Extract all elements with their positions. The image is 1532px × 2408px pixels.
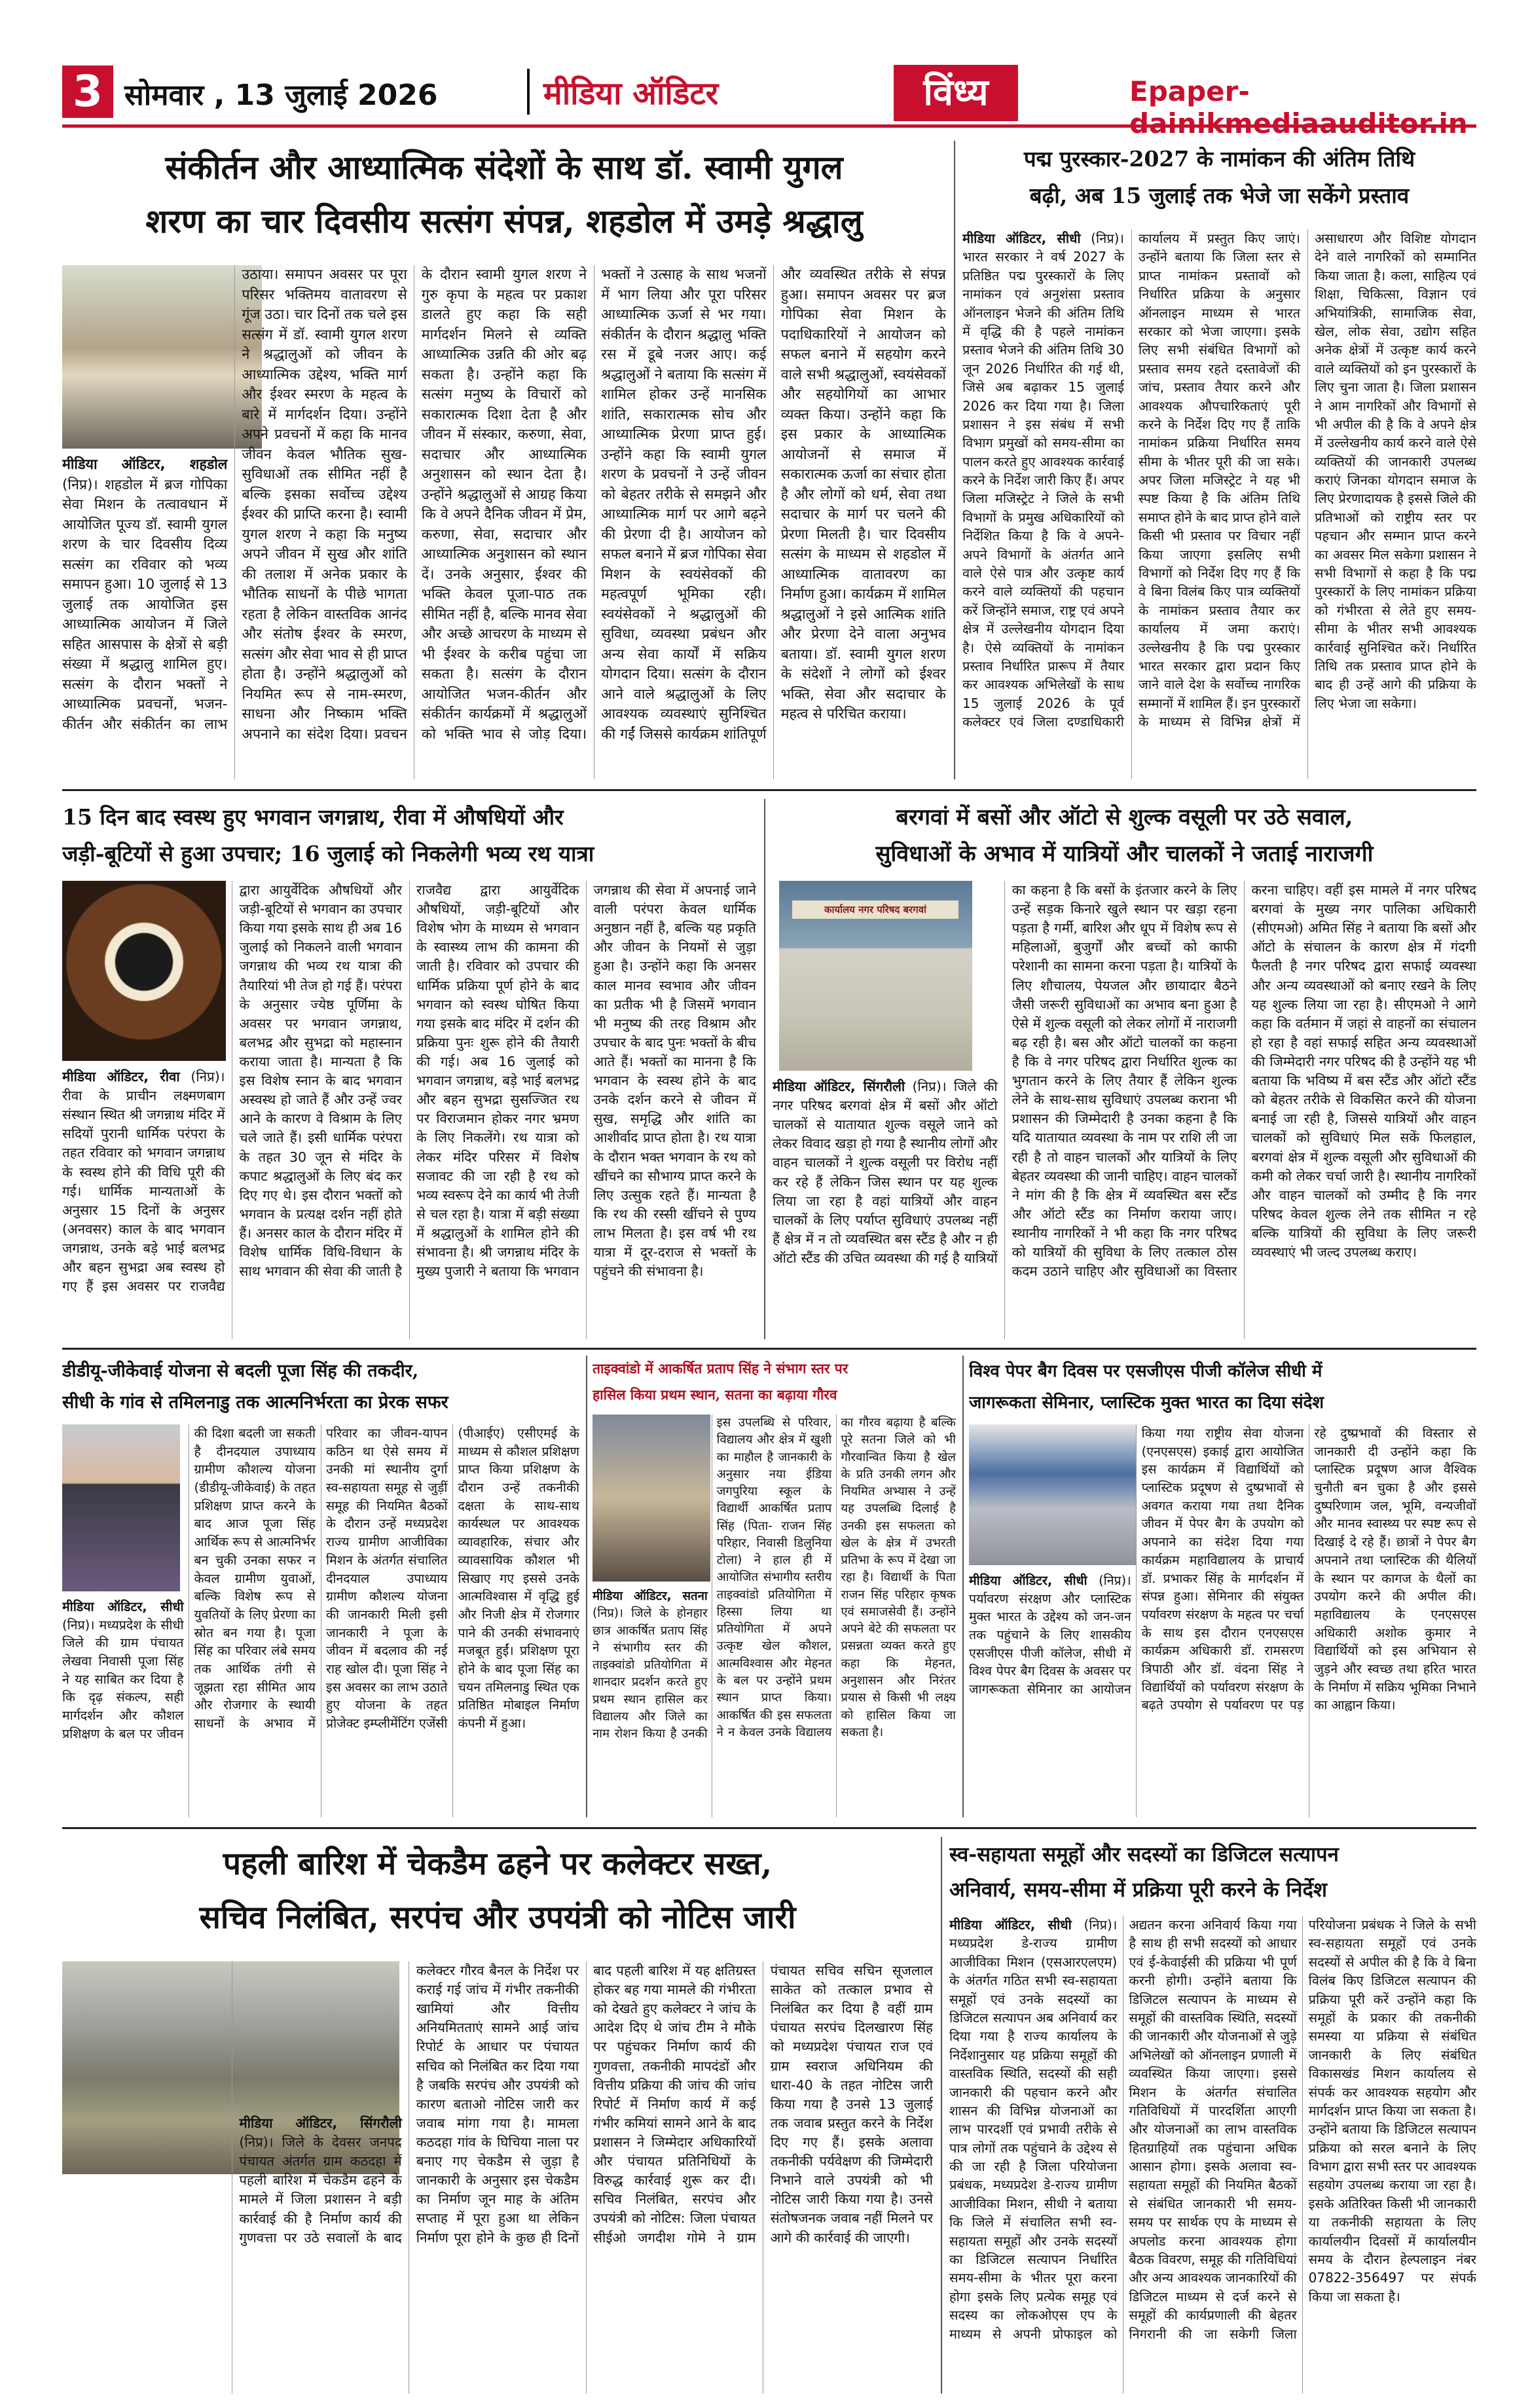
byline: मीडिया ऑडिटर, रीवा — [62, 1069, 180, 1084]
article-body: मीडिया ऑडिटर, रीवा (निप्र)। रीवा के प्राचीन लक्ष्मणबाग संस्थान स्थित श्री जगन्नाथ मंदिर में सदियों पुरानी धार्मिक परंपरा के तहत रविवार को भगवान जगन्नाथ के स्वस्थ होने की विधि पूरी की गई। धार्मिक मान्यताओं के अनुसार 15 दिनों के अनुसर (अनवसर) काल के बाद भगवान जगन्नाथ, उनके बड़े भाई बलभद्र और बहन सुभद्रा अब स्वस्थ हो गए हैं इस अवसर पर राजवैद्य द्वारा आयुर्वेदिक औषधियों और जड़ी-बूटियों से भगवान का उपचार किया गया इसके साथ ही अब 16 जुलाई को निकलने वाली भगवान जगन्नाथ की भव्य रथ यात्रा की तैयारियां भी तेज हो गई हैं। परंपरा के अनुसार ज्येष्ठ पूर्णिमा के अवसर पर भगवान जगन्नाथ, बलभद्र और सुभद्रा को महास्नान कराया जाता है। मान्यता है कि इस विशेष स्नान के बाद भगवान अस्वस्थ हो जाते हैं और उन्हें ज्वर आने के कारण वे विश्राम के लिए चले जाते हैं। इसी धार्मिक परंपरा के तहत 30 जून से मंदिर के कपाट श्रद्धालुओं के लिए बंद कर दिए गए थे। इस दौरान भक्तों को भगवान के प्रत्यक्ष दर्शन नहीं होते हैं। अनसर काल के दौरान मंदिर में विशेष धार्मिक विधि-विधान के साथ भगवान की सेवा की जाती है राजवैद्य द्वारा आयुर्वेदिक औषधियों, जड़ी-बूटियों और विशेष भोग के माध्यम से भगवान के स्वास्थ्य लाभ की कामना की जाती है। रविवार को उपचार की धार्मिक प्रक्रिया पूर्ण होने के बाद भगवान को स्वस्थ घोषित किया गया इसके बाद मंदिर में दर्शन की प्रक्रिया पुनः शुरू होने की तैयारी की गई। अब 16 जुलाई को भगवान जगन्नाथ, बड़े भाई बलभद्र और बहन सुभद्रा सुसज्जित रथ पर विराजमान होकर नगर भ्रमण के लिए निकलेंगे। रथ यात्रा को लेकर मंदिर परिसर में विशेष सजावट की जा रही है रथ को भव्य स्वरूप देने का कार्य भी तेजी से चल रहा है। यात्रा में बड़ी संख्या में श्रद्धालुओं के शामिल होने की संभावना है। श्री जगन्नाथ मंदिर के मुख्य पुजारी ने बताया कि भगवान जगन्नाथ की सेवा में अपनाई जाने वाली परंपरा केवल धार्मिक अनुष्ठान नहीं है, बल्कि यह प्रकृति और जीवन के नियमों से जुड़ा हुआ है। उन्होंने कहा कि अनसर काल मानव स्वभाव और जीवन का प्रतीक भी है जिसमें भगवान भी मनुष्य की तरह विश्राम और उपचार के बाद पुनः भक्तों के बीच आते हैं। भक्तों का मानना है कि भगवान के स्वस्थ होने के बाद उनके दर्शन करने से जीवन में सुख, समृद्धि और शांति का आशीर्वाद प्राप्त होता है। रथ यात्रा के दौरान भक्त भगवान के रथ को खींचने का सौभाग्य प्राप्त करने के लिए उत्सुक रहते हैं। मान्यता है कि रथ की रस्सी खींचने से पुण्य लाभ मिलता है। इस वर्ष भी रथ यात्रा में दूर-दराज से भक्तों के पहुंचने की संभावना है। — [62, 882, 756, 1295]
headline-line-2: बढ़ी, अब 15 जुलाई तक भेजे जा सकेंगे प्रस्ताव — [1029, 183, 1410, 208]
column-divider — [586, 1356, 587, 1817]
article-body: मीडिया ऑडिटर, सीधी (निप्र)। पर्यावरण संरक्षण और प्लास्टिक मुक्त भारत के उद्देश्य को जन-जन तक पहुंचाने के लिए शासकीय एसजीएस पीजी कॉलेज, सीधी में विश्व पेपर बैग दिवस के अवसर पर जागरूकता सेमिनार का आयोजन किया गया राष्ट्रीय सेवा योजना (एनएसएस) इकाई द्वारा आयोजित इस कार्यक्रम में विद्यार्थियों को प्लास्टिक प्रदूषण से दुष्प्रभावों से अवगत कराया गया तथा दैनिक जीवन में पेपर बैग के उपयोग को अपनाने का संदेश दिया गया कार्यक्रम महाविद्यालय के प्राचार्य डॉ. प्रभाकर सिंह के मार्गदर्शन में संपन्न हुआ। सेमिनार की संयुक्त पर्यावरण संरक्षण के महत्व पर चर्चा के साथ इस दौरान एनएसएस कार्यक्रम अधिकारी डॉ. रामसरण त्रिपाठी और डॉ. वंदना सिंह ने विद्यार्थियों को पर्यावरण संरक्षण के बढ़ते उपयोग से पर्यावरण पर पड़ रहे दुष्प्रभावों की विस्तार से जानकारी दी उन्होंने कहा कि प्लास्टिक प्रदूषण आज वैश्विक चुनौती बन चुका है और इससे दुष्परिणाम जल, भूमि, वन्यजीवों और मानव स्वास्थ्य पर स्पष्ट रूप से दिखाई दे रहे हैं। छात्रों ने पेपर बैग अपनाने तथा प्लास्टिक की थैलियों के स्थान पर कागज के थैलों का उपयोग करने की अपील की। महाविद्यालय के एनएसएस अधिकारी अशोक कुमार ने विद्यार्थियों को इस अभियान से जुड़ने और स्वच्छ तथा हरित भारत के निर्माण में सक्रिय भूमिका निभाने का आह्वान किया। — [969, 1426, 1476, 1713]
paper-name: मीडिया ऑडिटर — [543, 75, 719, 112]
column-divider — [954, 141, 955, 779]
article-pooja — [62, 1356, 579, 1817]
article-bus — [773, 799, 1476, 1339]
article-body: मीडिया ऑडिटर, सिंगरौली (निप्र)। जिले के देवसर जनपद पंचायत अंतर्गत ग्राम कठदहा में पहली बारिश में चेकडैम ढहने के मामले में जिला प्रशासन ने बड़ी कार्रवाई की है निर्माण कार्य की गुणवत्ता पर उठे सवालों के बाद कलेक्टर गौरव बैनल के निर्देश पर कराई गई जांच में गंभीर तकनीकी खामियां और वित्तीय अनियमितताएं सामने आई जांच रिपोर्ट के आधार पर पंचायत सचिव को निलंबित कर दिया गया है जबकि सरपंच और उपयंत्री को कारण बताओ नोटिस जारी कर जवाब मांगा गया है। मामला कठदहा गांव के घिचिया नाला पर बनाए गए चेकडैम से जुड़ा है जानकारी के अनुसार इस चेकडैम का निर्माण जून माह के अंतिम सप्ताह में पूरा हुआ था लेकिन निर्माण पूरा होने के कुछ ही दिनों बाद पहली बारिश में यह क्षतिग्रस्त होकर बह गया मामले की गंभीरता को देखते हुए कलेक्टर ने जांच के आदेश दिए थे जांच टीम ने मौके पर पहुंचकर निर्माण कार्य की गुणवत्ता, तकनीकी मापदंडों और वित्तीय प्रक्रिया की जांच की जांच रिपोर्ट में निर्माण कार्य में कई गंभीर कमियां सामने आने के बाद प्रशासन ने जिम्मेदार अधिकारियों और पंचायत प्रतिनिधियों के विरुद्ध कार्रवाई शुरू कर दी। सचिव निलंबित, सरपंच और उपयंत्री को नोटिस: जिला पंचायत सीईओ जगदीश गोमे ने ग्राम पंचायत सचिव सचिन सूजलाल साकेत को तत्काल प्रभाव से निलंबित कर दिया है वहीं ग्राम पंचायत सरपंच दिलखारण सिंह को मध्यप्रदेश पंचायत राज एवं ग्राम स्वराज अधिनियम की धारा-40 के तहत नोटिस जारी किया गया है उनसे 13 जुलाई तक जवाब प्रस्तुत करने के निर्देश दिए गए हैं। इसके अलावा तकनीकी पर्यवेक्षण की जिम्मेदारी निभाने वाले उपयंत्री को भी नोटिस जारी किया गया है। उनसे संतोषजनक जवाब नहीं मिलने पर आगे की कार्रवाई की जाएगी। — [239, 1963, 933, 2246]
section-divider — [62, 1827, 1476, 1829]
masthead-divider — [527, 69, 530, 115]
headline-line-1: संकीर्तन और आध्यात्मिक संदेशों के साथ डॉ. स्वामी युगल — [165, 148, 843, 187]
article-checkdam — [62, 1837, 933, 2394]
headline-line-1: 15 दिन बाद स्वस्थ हुए भगवान जगन्नाथ, रीवा में औषधियों और — [62, 804, 564, 830]
byline: मीडिया ऑडिटर, शहडोल — [62, 456, 228, 473]
article-paperbag — [969, 1356, 1476, 1817]
photo-spacer — [62, 265, 227, 455]
article-taekwondo — [593, 1356, 956, 1817]
headline-line-2: जड़ी-बूटियों से हुआ उपचार; 16 जुलाई को निकलेगी भव्य रथ यात्रा — [62, 841, 594, 866]
masthead — [62, 62, 1476, 139]
epaper-link[interactable]: Epaper-dainikmediaauditor.in — [1129, 75, 1468, 139]
headline-line-2: अनिवार्य, समय-सीमा में प्रक्रिया पूरी करने के निर्देश — [949, 1878, 1328, 1902]
byline: मीडिया ऑडिटर, सीधी — [969, 1573, 1087, 1588]
photo-spacer — [62, 1961, 225, 2181]
headline-line-2: सचिव निलंबित, सरपंच और उपयंत्री को नोटिस जारी — [199, 1899, 796, 1936]
headline-line-1: पहली बारिश में चेकडैम ढहने पर कलेक्टर सख्त, — [223, 1845, 773, 1882]
article-body: मीडिया ऑडिटर, सतना (निप्र)। जिले के होनहार छात्र आकर्षित प्रताप सिंह ने संभागीय स्तर की ताइक्वांडो प्रतियोगिता में शानदार प्रदर्शन करते हुए प्रथम स्थान हासिल कर विद्यालय और जिले का नाम रोशन किया है उनकी इस उपलब्धि से परिवार, विद्यालय और क्षेत्र में खुशी का माहौल है जानकारी के अनुसार नया ईडिया जगपुरिया स्कूल के विद्यार्थी आकर्षित प्रताप सिंह (पिता- राजन सिंह परिहार, निवासी डिलुनिया टोला) ने हाल ही में आयोजित संभागीय स्तरीय ताइक्वांडो प्रतियोगिता में हिस्सा लिया था प्रतियोगिता में अपने उत्कृष्ट खेल कौशल, आत्मविश्वास और मेहनत के बल पर उन्होंने प्रथम स्थान प्राप्त किया। आकर्षित की इस सफलता ने न केवल उनके विद्यालय का गौरव बढ़ाया है बल्कि पूरे सतना जिले को भी गौरवान्वित किया है खेल के प्रति उनकी लगन और नियमित अभ्यास ने उन्हें यह उपलब्धि दिलाई है उनकी इस सफलता को खेल के क्षेत्र में उभरती प्रतिभा के रूप में देखा जा रहा है। विद्यार्थी के पिता राजन सिंह परिहार कृषक एवं समाजसेवी हैं। उन्होंने अपने बेटे की सफलता पर प्रसन्नता व्यक्त करते हुए कहा कि मेहनत, अनुशासन और निरंतर प्रयास से किसी भी लक्ष्य को हासिल किया जा सकता है। — [593, 1416, 956, 1741]
byline: मीडिया ऑडिटर, सिंगरौली — [239, 2115, 402, 2131]
headline-line-1: पद्म पुरस्कार-2027 के नामांकन की अंतिम तिथि — [1023, 146, 1415, 172]
column-divider — [962, 1356, 964, 1817]
article-jagannath — [62, 799, 756, 1339]
headline-line-1: बरगवां में बसों और ऑटो से शुल्क वसूली पर उठे सवाल, — [896, 804, 1353, 830]
section-divider — [62, 789, 1476, 791]
byline: मीडिया ऑडिटर, सतना — [593, 1589, 708, 1603]
article-padma — [962, 141, 1476, 779]
headline-line-2: हासिल किया प्रथम स्थान, सतना का बढ़ाया गौरव — [593, 1386, 837, 1403]
article-body: मीडिया ऑडिटर, शहडोल (निप्र)। शहडोल में ब्रज गोपिका सेवा मिशन के तत्वावधान में आयोजित पूज्य डॉ. स्वामी युगल शरण के चार दिवसीय दिव्य सत्संग का रविवार को भव्य समापन हुआ। 10 जुलाई से 13 जुलाई तक आयोजित इस आध्यात्मिक आयोजन में जिले सहित आसपास के क्षेत्रों से बड़ी संख्या में श्रद्धालु शामिल हुए। सत्संग के दौरान भक्तों ने आध्यात्मिक प्रवचनों, भजन-कीर्तन और संकीर्तन का लाभ उठाया। समापन अवसर पर पूरा परिसर भक्तिमय वातावरण से गूंज उठा। चार दिनों तक चले इस सत्संग में डॉ. स्वामी युगल शरण ने श्रद्धालुओं को जीवन के आध्यात्मिक उद्देश्य, भक्ति मार्ग और ईश्वर स्मरण के महत्व के बारे में मार्गदर्शन दिया। उन्होंने अपने प्रवचनों में कहा कि मानव जीवन केवल भौतिक सुख-सुविधाओं तक सीमित नहीं है बल्कि इसका सर्वोच्च उद्देश्य ईश्वर की प्राप्ति करना है। स्वामी युगल शरण ने कहा कि मनुष्य अपने जीवन में सुख और शांति की तलाश में अनेक प्रकार के भौतिक साधनों के पीछे भागता रहता है लेकिन वास्तविक आनंद और संतोष ईश्वर के स्मरण, सत्संग और सेवा भाव से ही प्राप्त होता है। उन्होंने श्रद्धालुओं को नियमित रूप से नाम-स्मरण, साधना और निष्काम भक्ति अपनाने का संदेश दिया। प्रवचन के दौरान स्वामी युगल शरण ने गुरु कृपा के महत्व पर प्रकाश डालते हुए कहा कि सही मार्गदर्शन मिलने से व्यक्ति आध्यात्मिक उन्नति की ओर बढ़ सकता है। उन्होंने कहा कि सत्संग मनुष्य के विचारों को सकारात्मक दिशा देता है और जीवन में संस्कार, करुणा, सेवा, सदाचार और आध्यात्मिक अनुशासन को स्थान देता है। उन्होंने श्रद्धालुओं से आग्रह किया कि वे अपने दैनिक जीवन में प्रेम, करुणा, सेवा, सदाचार और आध्यात्मिक अनुशासन को स्थान दें। उनके अनुसार, ईश्वर की भक्ति केवल पूजा-पाठ तक सीमित नहीं है, बल्कि मानव सेवा और अच्छे आचरण के माध्यम से भी ईश्वर के करीब पहुंचा जा सकता है। सत्संग के दौरान आयोजित भजन-कीर्तन और संकीर्तन कार्यक्रमों में श्रद्धालुओं को भक्ति भाव से जोड़ दिया। भक्तों ने उत्साह के साथ भजनों में भाग लिया और पूरा परिसर आध्यात्मिक ऊर्जा से भर गया। संकीर्तन के दौरान श्रद्धालु भक्ति रस में डूबे नजर आए। कई श्रद्धालुओं ने बताया कि सत्संग में शामिल होकर उन्हें मानसिक शांति, सकारात्मक सोच और आध्यात्मिक प्रेरणा प्राप्त हुई। उन्होंने कहा कि स्वामी युगल शरण के प्रवचनों ने उन्हें जीवन को बेहतर तरीके से समझने और आध्यात्मिक मार्ग पर आगे बढ़ने की प्रेरणा दी है। आयोजन को सफल बनाने में ब्रज गोपिका सेवा मिशन के स्वयंसेवकों की महत्वपूर्ण भूमिका रही। स्वयंसेवकों ने श्रद्धालुओं की सुविधा, व्यवस्था प्रबंधन और अन्य सेवा कार्यों में सक्रिय योगदान दिया। सत्संग के दौरान आने वाले श्रद्धालुओं के लिए आवश्यक व्यवस्थाएं सुनिश्चित की गईं जिससे कार्यक्रम शांतिपूर्ण और व्यवस्थित तरीके से संपन्न हुआ। समापन अवसर पर ब्रज गोपिका सेवा मिशन के पदाधिकारियों ने आयोजन को सफल बनाने में सहयोग करने वाले सभी श्रद्धालुओं, स्वयंसेवकों और सहयोगियों का आभार व्यक्त किया। उन्होंने कहा कि इस प्रकार के आध्यात्मिक आयोजनों से समाज में सकारात्मक ऊर्जा का संचार होता है और लोगों को धर्म, सेवा तथा सदाचार के मार्ग पर चलने की प्रेरणा मिलती है। चार दिवसीय सत्संग के माध्यम से शहडोल में आध्यात्मिक वातावरण का निर्माण हुआ। कार्यक्रम में शामिल श्रद्धालुओं ने इसे आत्मिक शांति और प्रेरणा देने वाला अनुभव बताया। डॉ. स्वामी युगल शरण के संदेशों ने लोगों को ईश्वर भक्ति, सेवा और सदाचार के महत्व से परिचित कराया। — [62, 267, 946, 743]
headline-line-1: विश्व पेपर बैग दिवस पर एसजीएस पीजी कॉलेज सीधी में — [969, 1361, 1322, 1381]
photo-spacer — [593, 1415, 708, 1588]
office-sign: कार्यालय नगर परिषद बरगवां — [792, 900, 958, 919]
headline-line-1: ताइक्वांडो में आकर्षित प्रताप सिंह ने संभाग स्तर पर — [593, 1360, 848, 1377]
article-body: मीडिया ऑडिटर, सीधी (निप्र)। मध्यप्रदेश के सीधी जिले की ग्राम पंचायत लेखवा निवासी पूजा सिंह ने यह साबित कर दिया है कि दृढ़ संकल्प, सही मार्गदर्शन और कौशल प्रशिक्षण के बल पर जीवन की दिशा बदली जा सकती है दीनदयाल उपाध्याय ग्रामीण कौशल्य योजना (डीडीयू-जीकेवाई) के तहत प्रशिक्षण प्राप्त करने के बाद आज पूजा सिंह आर्थिक रूप से आत्मनिर्भर बन चुकी उनका सफर न केवल ग्रामीण युवाओं, बल्कि विशेष रूप से युवतियों के लिए प्रेरणा का स्रोत बन गया है। पूजा सिंह का परिवार लंबे समय तक आर्थिक तंगी से जूझता रहा सीमित आय और रोजगार के स्थायी साधनों के अभाव में परिवार का जीवन-यापन कठिन था ऐसे समय में उनकी मां स्थानीय दुर्गा स्व-सहायता समूह से जुड़ीं समूह की नियमित बैठकों के दौरान उन्हें मध्यप्रदेश राज्य ग्रामीण आजीविका मिशन के अंतर्गत संचालित दीनदयाल उपाध्याय ग्रामीण कौशल्य योजना की जानकारी मिली इसी जानकारी ने पूजा के जीवन में बदलाव की नई राह खोल दी। पूजा सिंह ने इस अवसर का लाभ उठाते हुए योजना के तहत प्रोजेक्ट इम्प्लीमेंटिंग एजेंसी (पीआईए) एसीएमई के माध्यम से कौशल प्रशिक्षण प्राप्त किया प्रशिक्षण के दौरान उन्हें तकनीकी दक्षता के साथ-साथ कार्यस्थल पर आवश्यक व्यावहारिक, संचार और व्यावसायिक कौशल भी सिखाए गए इससे उनके आत्मविश्वास में वृद्धि हुई और निजी क्षेत्र में रोजगार पाने की उनकी संभावनाएं मजबूत हुईं। प्रशिक्षण पूरा होने के बाद पूजा सिंह का चयन तमिलनाडु स्थित एक प्रतिष्ठित मोबाइल निर्माण कंपनी में हुआ। — [62, 1426, 579, 1741]
column-divider — [941, 1837, 942, 2394]
section-divider — [62, 1348, 1476, 1350]
photo-spacer — [62, 1424, 184, 1598]
section-badge: विंध्य — [894, 65, 1018, 121]
column-divider — [764, 799, 765, 1339]
headline-line-2: सीधी के गांव से तमिलनाडु तक आत्मनिर्भरता का प्रेरक सफर — [62, 1392, 448, 1413]
article-body: मीडिया ऑडिटर, सीधी (निप्र)। मध्यप्रदेश डे-राज्य ग्रामीण आजीविका मिशन (एसआरएलएम) के अंतर्गत गठित सभी स्व-सहायता समूहों एवं उनके सदस्यों का डिजिटल सत्यापन अब अनिवार्य कर दिया गया है राज्य कार्यालय के निर्देशानुसार यह प्रक्रिया समूहों की वास्तविक स्थिति, सदस्यों की सही जानकारी की पहचान करने और शासन की विभिन्न योजनाओं का लाभ पारदर्शी एवं प्रभावी तरीके से पात्र लोगों तक पहुंचाने के उद्देश्य से की जा रही है जिला परियोजना प्रबंधक, मध्यप्रदेश डे-राज्य ग्रामीण आजीविका मिशन, सीधी ने बताया कि जिले में संचालित सभी स्व-सहायता समूहों और उनके सदस्यों का डिजिटल सत्यापन निर्धारित समय-सीमा के भीतर पूरा करना होगा इसके लिए प्रत्येक समूह एवं सदस्य का लोकओएस एप के माध्यम से अपनी प्रोफाइल को अद्यतन करना अनिवार्य किया गया है साथ ही सभी सदस्यों को आधार एवं ई-केवाईसी की प्रक्रिया भी पूर्ण करनी होगी। उन्होंने बताया कि डिजिटल सत्यापन के माध्यम से समूहों की वास्तविक स्थिति, सदस्यों की जानकारी और योजनाओं से जुड़े अभिलेखों को ऑनलाइन प्रणाली में व्यवस्थित किया जाएगा। इससे मिशन के अंतर्गत संचालित गतिविधियों में पारदर्शिता आएगी और योजनाओं का लाभ वास्तविक हितग्राहियों तक पहुंचाना अधिक आसान होगा। इसके अलावा स्व-सहायता समूहों की नियमित बैठकों से संबंधित जानकारी भी समय-समय पर सार्थक एप के माध्यम से अपलोड करना आवश्यक होगा बैठक विवरण, समूह की गतिविधियां और अन्य आवश्यक जानकारियों की डिजिटल माध्यम से दर्ज करने से समूहों की कार्यप्रणाली की बेहतर निगरानी की जा सकेगी जिला परियोजना प्रबंधक ने जिले के सभी स्व-सहायता समूहों एवं उनके सदस्यों से अपील की है कि वे बिना विलंब किए डिजिटल सत्यापन की प्रक्रिया पूरी करें उन्होंने कहा कि समूहों के प्रकार की तकनीकी समस्या या प्रक्रिया से संबंधित जानकारी के लिए संबंधित विकासखंड मिशन कार्यालय से संपर्क कर आवश्यक सहयोग और मार्गदर्शन प्राप्त किया जा सकता है। उन्होंने बताया कि डिजिटल सत्यापन प्रक्रिया को सरल बनाने के लिए विभाग द्वारा सभी स्तर पर आवश्यक सहयोग उपलब्ध कराया जा रहा है। इसके अतिरिक्त किसी भी जानकारी या तकनीकी सहायता के लिए कार्यालयीन दिवसों में कार्यालयीन समय के दौरान हेल्पलाइन नंबर 07822-356497 पर संपर्क किया जा सकता है। — [949, 1917, 1476, 2342]
page-number: 3 — [62, 65, 113, 118]
article-body: मीडिया ऑडिटर, सीधी (निप्र)। भारत सरकार ने वर्ष 2027 के प्रतिष्ठित पद्म पुरस्कारों के लिए नामांकन एवं अनुशंसा प्रस्ताव ऑनलाइन भेजने की अंतिम तिथि में वृद्धि की है पहले नामांकन प्रस्ताव भेजने की अंतिम तिथि 30 जून 2026 निर्धारित की गई थी, जिसे अब बढ़ाकर 15 जुलाई 2026 कर दिया गया है। जिला प्रशासन ने इस संबंध में सभी विभाग प्रमुखों को समय-सीमा का पालन करते हुए आवश्यक कार्रवाई करने के निर्देश जारी किए हैं। अपर जिला मजिस्ट्रेट ने जिले के सभी विभागों के प्रमुख अधिकारियों को निर्देशित किया है कि वे अपने-अपने विभागों के अंतर्गत आने वाले ऐसे पात्र और उत्कृष्ट कार्य करने वाले व्यक्तियों की पहचान करें जिन्होंने समाज, राष्ट्र एवं अपने क्षेत्र में उल्लेखनीय योगदान दिया है। ऐसे व्यक्तियों के नामांकन प्रस्ताव निर्धारित प्रारूप में तैयार कर आवश्यक अभिलेखों के साथ 15 जुलाई 2026 के पूर्व कलेक्टर एवं जिला दण्डाधिकारी कार्यालय में प्रस्तुत किए जाएं। उन्होंने बताया कि जिला स्तर से प्राप्त नामांकन प्रस्तावों को निर्धारित प्रक्रिया के अनुसार ऑनलाइन माध्यम से भारत सरकार को भेजा जाएगा। इसके लिए सभी संबंधित विभागों को प्रस्ताव समय रहते दस्तावेजों की जांच, प्रस्ताव तैयार करने और आवश्यक औपचारिकताएं पूरी करने के निर्देश दिए गए हैं ताकि नामांकन प्रक्रिया निर्धारित समय सीमा के भीतर पूरी की जा सके। अपर जिला मजिस्ट्रेट ने यह भी स्पष्ट किया है कि अंतिम तिथि समाप्त होने के बाद प्राप्त होने वाले किसी भी प्रस्ताव पर विचार नहीं किया जाएगा इसलिए सभी विभागों को निर्देश दिए गए हैं कि वे बिना विलंब किए पात्र व्यक्तियों के नामांकन प्रस्ताव तैयार कर कार्यालय में जमा कराएं। उल्लेखनीय है कि पद्म पुरस्कार भारत सरकार द्वारा प्रदान किए जाने वाले देश के सर्वोच्च नागरिक सम्मानों में शामिल हैं। इन पुरस्कारों के माध्यम से विभिन्न क्षेत्रों में असाधारण और विशिष्ट योगदान देने वाले नागरिकों को सम्मानित किया जाता है। कला, साहित्य एवं शिक्षा, चिकित्सा, विज्ञान एवं अभियांत्रिकी, सामाजिक सेवा, खेल, लोक सेवा, उद्योग सहित अनेक क्षेत्रों में उत्कृष्ट कार्य करने वाले व्यक्तियों को इन पुरस्कारों के लिए चुना जाता है। जिला प्रशासन ने आम नागरिकों और विभागों से भी अपील की है कि वे अपने क्षेत्र में उल्लेखनीय कार्य करने वाले ऐसे व्यक्तियों की जानकारी उपलब्ध कराएं जिनका योगदान समाज के लिए प्रेरणादायक है इससे जिले की प्रतिभाओं को राष्ट्रीय स्तर पर पहचान और सम्मान प्राप्त करने का अवसर मिल सकेगा प्रशासन ने सभी विभागों से कहा है कि पद्म पुरस्कारों के लिए नामांकन प्रक्रिया को गंभीरता से लेते हुए समय-सीमा के भीतर सभी आवश्यक कार्रवाई सुनिश्चित करें। निर्धारित तिथि तक प्रस्ताव प्राप्त होने के बाद ही उन्हें आगे की प्रक्रिया के लिए भेजा जा सकेगा। — [962, 231, 1476, 730]
photo-spacer — [62, 881, 225, 1067]
article-shg — [949, 1837, 1476, 2394]
photo-spacer — [773, 881, 998, 1077]
byline: मीडिया ऑडिटर, सीधी — [949, 1917, 1072, 1933]
issue-date: सोमवार , 13 जुलाई 2026 — [124, 79, 438, 112]
byline: मीडिया ऑडिटर, सीधी — [62, 1599, 184, 1614]
byline: मीडिया ऑडिटर, सीधी — [962, 231, 1081, 246]
photo-spacer — [969, 1424, 1131, 1572]
headline-line-1: स्व-सहायता समूहों और सदस्यों का डिजिटल सत्यापन — [949, 1843, 1339, 1866]
headline-line-2: जागरूकता सेमिनार, प्लास्टिक मुक्त भारत का दिया संदेश — [969, 1393, 1324, 1413]
byline: मीडिया ऑडिटर, सिंगरौली — [773, 1079, 905, 1094]
headline-line-2: सुविधाओं के अभाव में यात्रियों और चालकों ने जताई नाराजगी — [875, 841, 1374, 867]
headline-line-1: डीडीयू-जीकेवाई योजना से बदली पूजा सिंह की तकदीर, — [62, 1361, 419, 1381]
article-body: मीडिया ऑडिटर, सिंगरौली (निप्र)। जिले की नगर परिषद बरगवां क्षेत्र में बसों और ऑटो चालकों से यातायात शुल्क वसूले जाने को लेकर विवाद खड़ा हो गया है स्थानीय लोगों और वाहन चालकों ने शुल्क वसूली पर विरोध नहीं कर रहे हैं लेकिन जिस स्थान पर यह शुल्क लिया जा रहा है वहां यात्रियों और वाहन चालकों के लिए पर्याप्त सुविधाएं उपलब्ध नहीं हैं क्षेत्र में न तो व्यवस्थित बस स्टैंड है और न ही ऑटो स्टैंड की उचित व्यवस्था की गई है यात्रियों का कहना है कि बसों के इंतजार करने के लिए उन्हें सड़क किनारे खुले स्थान पर खड़ा रहना पड़ता है गर्मी, बारिश और धूप में विशेष रूप से महिलाओं, बुजुर्गों और बच्चों को काफी परेशानी का सामना करना पड़ता है। यात्रियों के लिए शौचालय, पेयजल और छायादार बैठने जैसी जरूरी सुविधाओं का अभाव बना हुआ है ऐसे में शुल्क वसूली को लेकर लोगों में नाराजगी बढ़ रही है। बस और ऑटो चालकों का कहना है कि वे नगर परिषद द्वारा निर्धारित शुल्क का भुगतान करने के लिए तैयार हैं लेकिन शुल्क लेने के साथ-साथ सुविधाएं उपलब्ध कराना भी प्रशासन की जिम्मेदारी है उनका कहना है कि यदि यातायात व्यवस्था के नाम पर राशि ली जा रही है तो वाहन चालकों और यात्रियों के लिए बेहतर व्यवस्था की जानी चाहिए। वाहन चालकों ने मांग की है कि क्षेत्र में व्यवस्थित बस स्टैंड और ऑटो स्टैंड का निर्माण कराया जाए। स्थानीय नागरिकों ने भी कहा कि नगर परिषद को यात्रियों की सुविधा के लिए तत्काल ठोस कदम उठाने चाहिए और सुविधाओं का विस्तार करना चाहिए। वहीं इस मामले में नगर परिषद बरगवां के मुख्य नगर पालिका अधिकारी (सीएमओ) अमित सिंह ने बताया कि बसों और ऑटो के संचालन के कारण क्षेत्र में गंदगी फैलती है नगर परिषद द्वारा सफाई व्यवस्था और अन्य व्यवस्थाओं को बनाए रखने के लिए यह शुल्क लिया जा रहा है। सीएमओ ने आगे कहा कि वर्तमान में जहां से वाहनों का संचालन हो रहा है वहां सफाई सहित अन्य व्यवस्थाओं की जिम्मेदारी नगर परिषद की है उन्होंने यह भी बताया कि भविष्य में बस स्टैंड और ऑटो स्टैंड को बेहतर तरीके से विकसित करने की योजना बनाई जा रही है, जिससे यात्रियों और वाहन चालकों को सुविधाएं मिल सकें फिलहाल, बरगवां क्षेत्र में शुल्क वसूली और सुविधाओं की कमी को लेकर चर्चा जारी है। स्थानीय नागरिकों और वाहन चालकों को उम्मीद है कि नगर परिषद केवल शुल्क लेने तक सीमित न रहे बल्कि यात्रियों की सुविधा के लिए जरूरी व्यवस्थाएं भी जल्द उपलब्ध कराए। — [773, 882, 1476, 1280]
article-satsang — [62, 141, 946, 779]
headline-line-2: शरण का चार दिवसीय सत्संग संपन्न, शहडोल में उमड़े श्रद्धालु — [145, 202, 863, 240]
